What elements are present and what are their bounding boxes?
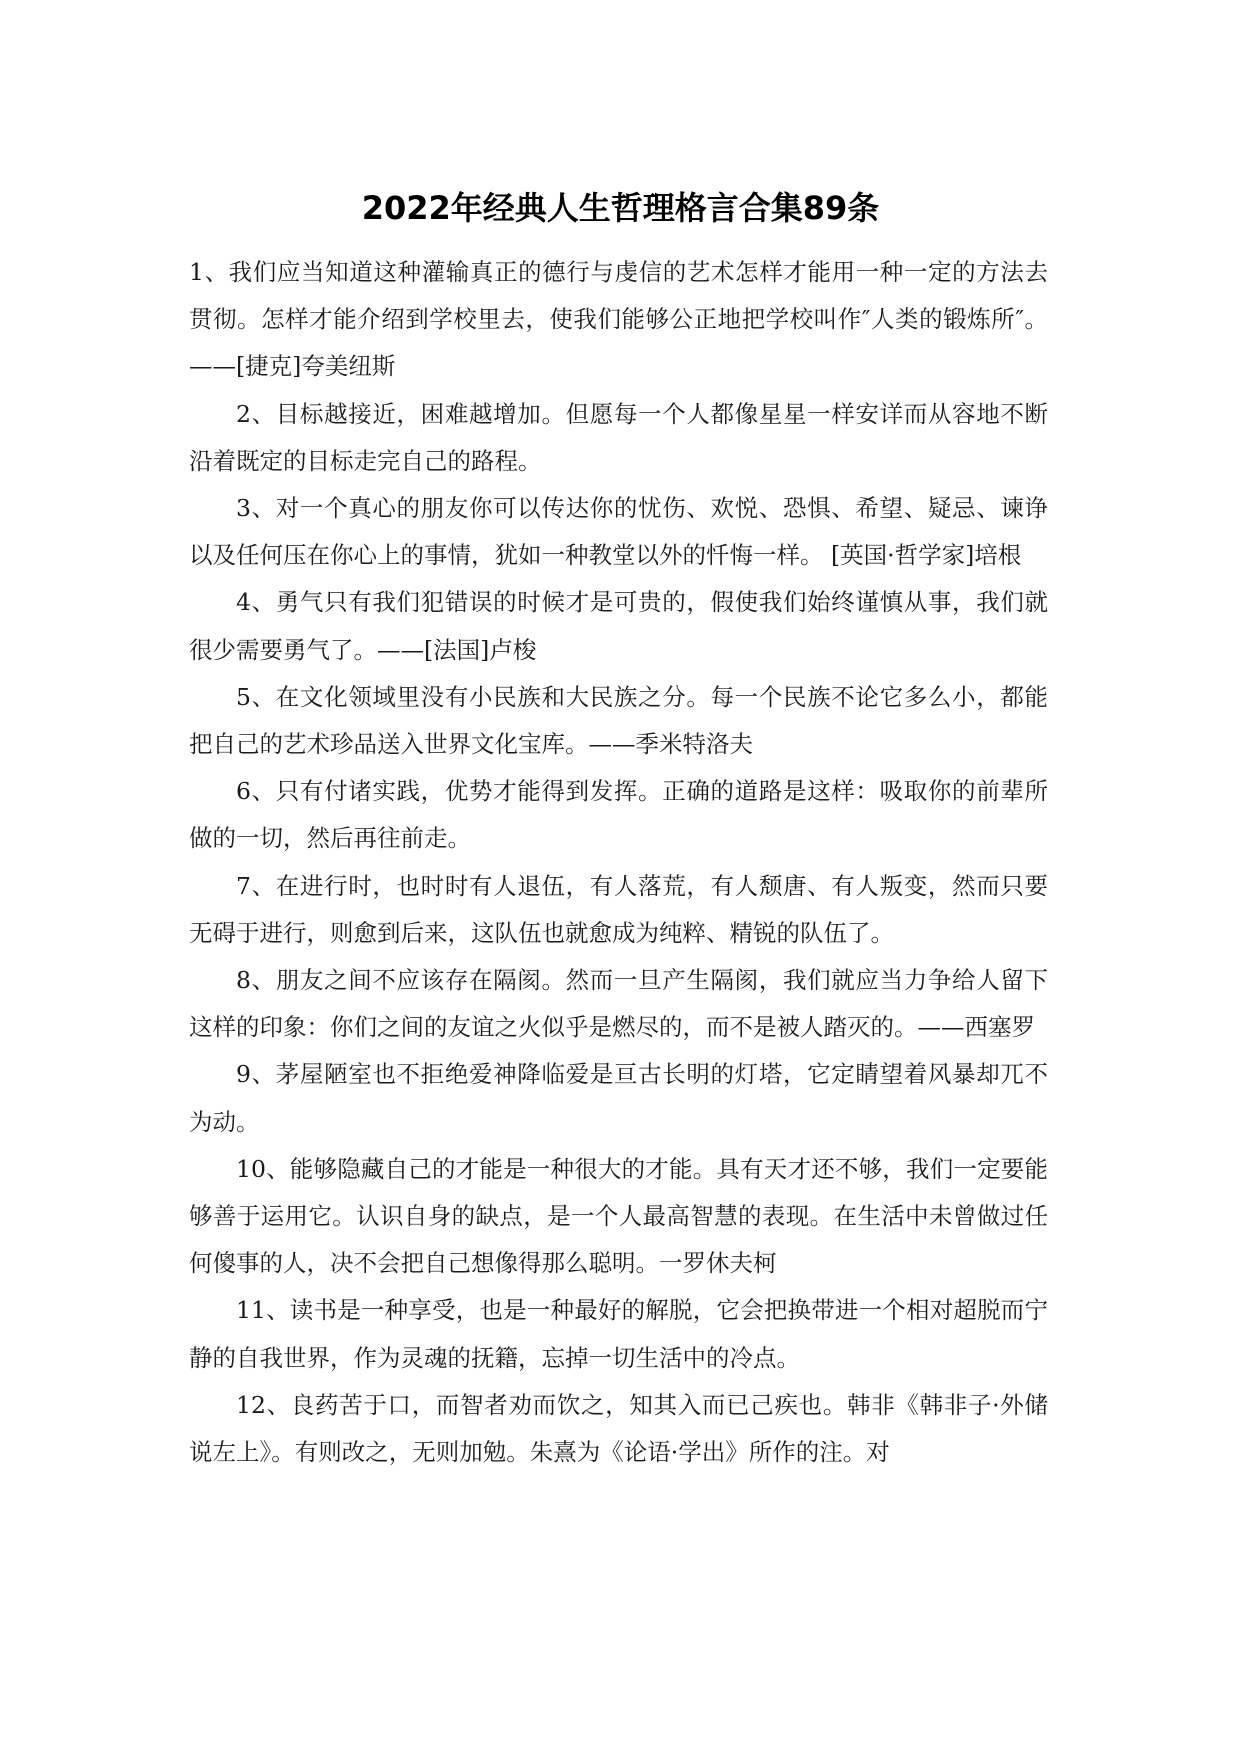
paragraph-5: 5、在文化领域里没有小民族和大民族之分。每一个民族不论它多么小，都能把自己的艺术珍品送入世界文化宝库。——季米特洛夫 (189, 682, 1048, 759)
paragraph-4: 4、勇气只有我们犯错误的时候才是可贵的，假使我们始终谨慎从事，我们就很少需要勇气了。——[法国]卢梭 (189, 588, 1048, 664)
paragraph-7: 7、在进行时，也时时有人退伍，有人落荒，有人颓唐、有人叛变，然而只要无碍于进行，则愈到后来，这队伍也就愈成为纯粹、精锐的队伍了。 (189, 871, 1048, 947)
paragraph-10: 10、能够隐藏自己的才能是一种很大的才能。具有天才还不够，我们一定要能够善于运用它。认识自身的缺点，是一个人最高智慧的表现。在生活中未曾做过任何傻事的人，决不会把自己想像得那么聪明。一罗休夫柯 (189, 1154, 1048, 1278)
paragraph-12: 12、良药苦于口，而智者劝而饮之，知其入而已己疾也。韩非《韩非子·外储说左上》。有则改之，无则加勉。朱熹为《论语·学出》所作的注。对 (189, 1390, 1048, 1467)
paragraph-3: 3、对一个真心的朋友你可以传达你的忧伤、欢悦、恐惧、希望、疑忌、谏诤以及任何压在你心上的事情，犹如一种教堂以外的忏悔一样。 [英国·哲学家]培根 (189, 494, 1048, 570)
paragraph-11: 11、读书是一种享受，也是一种最好的解脱，它会把换带进一个相对超脱而宁静的自我世界，作为灵魂的抚籍，忘掉一切生活中的冷点。 (189, 1296, 1048, 1372)
paragraph-1: 1、我们应当知道这种灌输真正的德行与虔信的艺术怎样才能用一种一定的方法去贯彻。怎样才能介绍到学校里去，使我们能够公正地把学校叫作″人类的锻炼所″。——[捷克]夸美纽斯 (189, 258, 1048, 381)
paragraph-2: 2、目标越接近，困难越增加。但愿每一个人都像星星一样安详而从容地不断沿着既定的目标走完自己的路程。 (189, 399, 1048, 475)
paragraph-6: 6、只有付诸实践，优势才能得到发挥。正确的道路是这样：吸取你的前辈所做的一切，然后再往前走。 (189, 777, 1048, 853)
document-body (189, 249, 1048, 1476)
paragraph-9: 9、茅屋陋室也不拒绝爱神降临爱是亘古长明的灯塔，它定睛望着风暴却兀不为动。 (189, 1060, 1048, 1136)
document-title: 2022年经典人生哲理格言合集89条 (361, 189, 880, 227)
paragraph-8: 8、朋友之间不应该存在隔阂。然而一旦产生隔阂，我们就应当力争给人留下这样的印象：你们之间的友谊之火似乎是燃尽的，而不是被人踏灭的。——西塞罗 (189, 966, 1048, 1042)
